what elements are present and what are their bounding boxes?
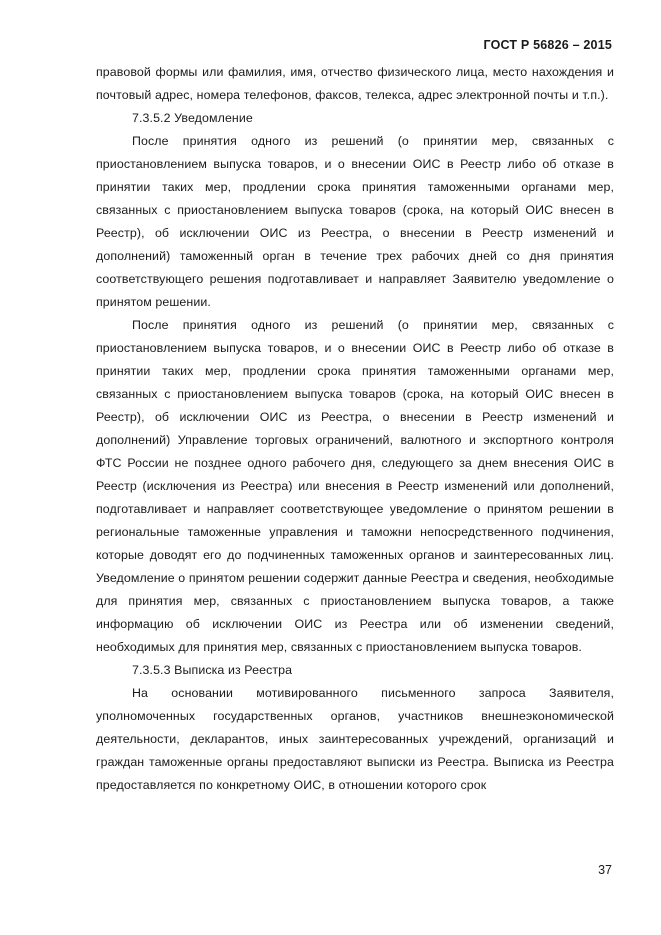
document-header: ГОСТ Р 56826 – 2015 <box>483 38 612 52</box>
paragraph-7353-1: На основании мотивированного письменного запроса Заявителя, уполномоченных государственных органов, участников внешнеэкономической деятельности, декларантов, иных заинтересованных учреждений, организаций и граждан таможенные органы предоставляют выписки из Реестра. Выписка из Реестра предоставляется по конкретному ОИС, в отношении которого срок <box>96 686 614 792</box>
paragraph-7352-1: После принятия одного из решений (о принятии мер, связанных с приостановлением выпуска товаров, и о внесении ОИС в Реестр либо об отказе в принятии таких мер, продлении срока принятия таможенными органами мер, связанных с приостановлением выпуска товаров (срока, на который ОИС внесен в Реестр), об исключении ОИС из Реестра, о внесении в Реестр изменений и дополнений) таможенный орган в течение трех рабочих дней со дня принятия соответствующего решения подготавливает и направляет Заявителю уведомление о принятом решении. <box>96 134 614 309</box>
page-body <box>96 61 614 797</box>
page-number: 37 <box>598 863 612 877</box>
paragraph-7352-2: После принятия одного из решений (о принятии мер, связанных с приостановлением выпуска товаров, и о внесении ОИС в Реестр либо об отказе в принятии таких мер, продлении срока принятия таможенными органами мер, связанных с приостановлением выпуска товаров (срока, на который ОИС внесен в Реестр), об исключении ОИС из Реестра, о внесении в Реестр изменений и дополнений) Управление торговых ограничений, валютного и экспортного контроля ФТС России не позднее одного рабочего дня, следующего за днем внесения ОИС в Реестр (исключения из Реестра) или внесения в Реестр изменений или дополнений, подготавливает и направляет соответствующее уведомление о принятом решении в региональные таможенные управления и таможни непосредственного подчинения, которые доводят его до подчиненных таможенных органов и заинтересованных лиц. Уведомление о принятом решении содержит данные Реестра и сведения, необходимые для принятия мер, связанных с приостановлением выпуска товаров, а также информацию об исключении ОИС из Реестра или об изменении сведений, необходимых для принятия мер, связанных с приостановлением выпуска товаров. <box>96 318 614 654</box>
section-heading-7353: 7.3.5.3 Выписка из Реестра <box>132 663 293 677</box>
paragraph-continuation: правовой формы или фамилия, имя, отчество физического лица, место нахождения и почтовый адрес, номера телефонов, факсов, телекса, адрес электронной почты и т.п.). <box>96 65 614 102</box>
section-heading-7352: 7.3.5.2 Уведомление <box>132 111 253 125</box>
